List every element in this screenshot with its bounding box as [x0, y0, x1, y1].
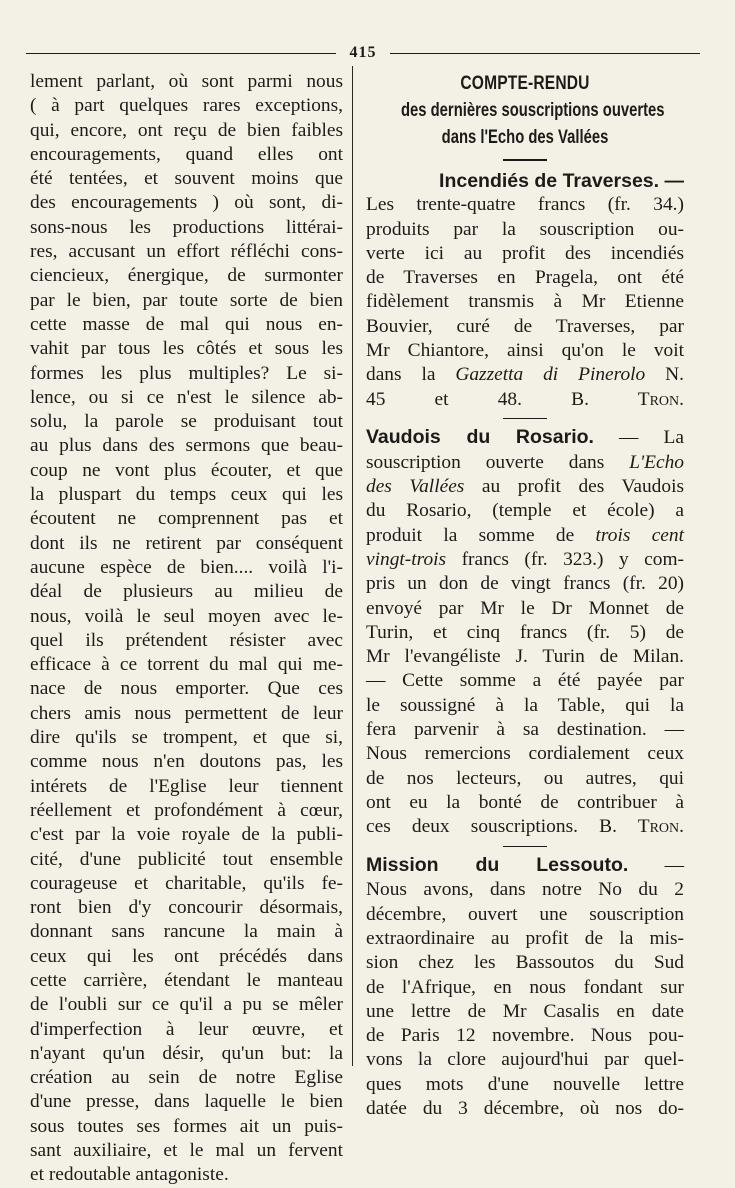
- text-line: lement parlant, où sont parmi nous: [30, 71, 343, 92]
- text-line: d'une presse, dans laquelle le bien: [30, 1091, 343, 1113]
- text-line: sant auxiliaire, et le mal un fervent: [30, 1140, 343, 1162]
- text-line: ques mots d'une nouvelle lettre: [366, 1073, 684, 1095]
- text-line: des encouragements ) où sont, di-: [30, 192, 343, 214]
- section-separator: [503, 846, 547, 848]
- text-line: ceux qui les ont précédés dans: [30, 945, 343, 967]
- text-line: ont eu la bonté de contribuer à: [366, 791, 684, 813]
- header-rule-right: [390, 53, 700, 54]
- echo-title-part-1: L'Echo: [629, 451, 684, 473]
- rosario-body: [366, 572, 684, 815]
- text-line: une lettre de Mr Casalis en date: [366, 1000, 684, 1022]
- report-subtitle-line-2: dans l'Echo des Vallées: [441, 127, 609, 148]
- text-line: écoutent ne comprennent pas et: [30, 508, 343, 530]
- lessouto-body: [366, 878, 684, 1121]
- text-line: au plus dans des sermons que beau-: [30, 435, 343, 457]
- text-line: d'imperfection à leur œuvre, et: [30, 1018, 343, 1040]
- text-line: cette carrière, étendant le manteau: [30, 969, 343, 991]
- text-line: efficace à ce torrent du mal qui me-: [30, 654, 343, 676]
- right-column: [366, 70, 684, 1121]
- text-line: de l'oubli sur ce qu'il a pu se mêler: [30, 994, 343, 1016]
- section-lessouto: [366, 853, 684, 1121]
- section-heading-lessouto: Mission du Lessouto.: [366, 854, 629, 877]
- text-line: res, accusant un effort réfléchi cons-: [30, 241, 343, 263]
- text-line: Nous remercions cordialement ceux: [366, 743, 684, 765]
- text-line: vahit par tous les côtés et sous les: [30, 338, 343, 360]
- text-line: vons la clore aujourd'hui par quel-: [366, 1049, 684, 1071]
- gazette-name: Gazzetta di Pinerolo: [455, 364, 646, 386]
- page-header: [26, 44, 700, 62]
- text-line: aucune espèce de bien.... voilà l'i-: [30, 556, 343, 578]
- text-line: donnant sans rancune la main à: [30, 921, 343, 943]
- text-line: intérets de l'Eglise leur tiennent: [30, 775, 343, 797]
- section-heading-traverses: Incendiés de Traverses. —: [439, 170, 684, 192]
- rosario-line: vingt-trois francs (fr. 323.) y com-: [366, 548, 684, 570]
- text-line: le soussigné à la Table, qui la: [366, 694, 684, 716]
- text-line: Les trente-quatre francs (fr. 34.): [366, 194, 684, 216]
- text-line: cette masse de mal qui nous en-: [30, 313, 343, 335]
- text-line: déal de plusieurs au milieu de: [30, 581, 343, 603]
- rosario-line: du Rosario, (temple et école) a: [366, 500, 684, 522]
- text-line: produits par la souscription ou-: [366, 218, 684, 240]
- text-line: réellement et profondément à cœur,: [30, 799, 343, 821]
- text-line: Turin, et cinq francs (fr. 5) de: [366, 621, 684, 643]
- text-line: nace de nous emporter. Que ces: [30, 678, 343, 700]
- text-line: création au sein de notre Eglise: [30, 1067, 343, 1089]
- text-line: sons-nous les productions littérai-: [30, 216, 343, 238]
- text-line: sion chez les Bassoutos du Sud: [366, 952, 684, 974]
- traverses-body: [366, 193, 684, 363]
- text-line: Mr l'evangéliste J. Turin de Milan.: [366, 646, 684, 668]
- text-line: dire qu'ils se trompent, et que si,: [30, 727, 343, 749]
- text-line: — Cette somme a été payée par: [366, 670, 684, 692]
- text-line: Nous avons, dans notre No du 2: [366, 879, 684, 901]
- text-line: été tentées, et souvent moins que: [30, 168, 343, 190]
- section-rosario: [366, 425, 684, 839]
- section-heading-rosario-line: Vaudois du Rosario. — La: [366, 426, 684, 449]
- text-line: nous, voilà le seul moyen avec le-: [30, 605, 343, 627]
- rosario-line: des Vallées au profit des Vaudois: [366, 476, 685, 498]
- text-line: formes les plus multiples? Le si-: [30, 362, 343, 384]
- report-subtitle-line-1: des dernières souscriptions ouvertes: [400, 100, 665, 121]
- traverses-gazette-line: dans la Gazzetta di Pinerolo N.: [366, 364, 684, 386]
- section-heading-lessouto-line: Mission du Lessouto. —: [366, 854, 684, 877]
- echo-title-part-2: des Vallées: [366, 476, 465, 498]
- text-line: verte ici au profit des incendiés: [366, 242, 684, 264]
- text-line: et redoutable antagoniste.: [30, 1164, 229, 1186]
- text-line: quel ils prétendent résister avec: [30, 629, 343, 651]
- text-line: sous toutes ses formes ait un puis-: [30, 1115, 343, 1137]
- text-line: de nos lecteurs, ou autres, qui: [366, 767, 684, 789]
- text-line: encouragements, quand elles ont: [30, 143, 343, 165]
- rosario-line: produit la somme de trois cent: [366, 524, 684, 546]
- text-line: envoyé par Mr le Dr Monnet de: [366, 597, 684, 619]
- section-separator: [503, 418, 547, 420]
- text-line: dont ils ne retirent par conséquent: [30, 532, 343, 554]
- text-line: n'ayant qu'un désir, qu'un but: la: [30, 1042, 343, 1064]
- text-line: c'est par la voie royale de la publi-: [30, 824, 343, 846]
- text-line: ( à part quelques rares exceptions,: [30, 95, 343, 117]
- text-line: ront bien d'y concourir désormais,: [30, 897, 343, 919]
- text-line: décembre, ouvert une souscription: [366, 903, 684, 925]
- text-line: par le bien, par toute sorte de bien: [30, 289, 343, 311]
- text-line: solu, la parole se produisant tout: [30, 411, 343, 433]
- traverses-signature: B. Tron.: [571, 388, 684, 410]
- text-line: de Paris 12 novembre. Nous pou-: [366, 1025, 684, 1047]
- column-divider: [352, 66, 353, 1066]
- text-line: la pluspart du temps ceux qui les: [30, 484, 343, 506]
- rosario-line: souscription ouverte dans L'Echo: [366, 451, 684, 473]
- left-column: [30, 70, 343, 1188]
- rosario-last-line: ces deux souscriptions. B. Tron.: [366, 816, 684, 838]
- report-title: COMPTE-RENDU: [460, 73, 590, 94]
- rosario-signature: B. Tron.: [599, 816, 684, 838]
- amount-words-part-2: vingt-trois: [366, 548, 447, 570]
- text-line: de Traverses en Pragela, ont été: [366, 267, 684, 289]
- section-separator: [503, 159, 547, 161]
- text-line: coup ne vont plus écouter, et que: [30, 459, 343, 481]
- text-line: lence, ou si ce n'est le silence ab-: [30, 386, 343, 408]
- section-traverses: [366, 169, 684, 412]
- traverses-issues: 45 et 48.: [366, 388, 522, 410]
- text-line: courageuse et charitable, qu'ils fe-: [30, 872, 343, 894]
- text-line: Bouvier, curé de Traverses, par: [366, 315, 684, 337]
- text-line: Mr Chiantore, ainsi qu'on le voit: [366, 340, 684, 362]
- text-line: cité, d'une publicité tout ensemble: [30, 848, 343, 870]
- amount-words-part-1: trois cent: [595, 524, 684, 546]
- text-line: extraordinaire au profit de la mis-: [366, 927, 684, 949]
- traverses-issues-line: [366, 388, 684, 412]
- text-line: pris un don de vingt francs (fr. 20): [366, 573, 684, 595]
- page-number: 415: [349, 44, 377, 61]
- text-line: fera parvenir à sa destination. —: [366, 719, 684, 741]
- text-line: datée du 3 décembre, où nos do-: [366, 1097, 684, 1119]
- text-line: fidèlement transmis à Mr Etienne: [366, 291, 684, 313]
- section-heading-rosario: Vaudois du Rosario.: [366, 426, 594, 449]
- text-line: de l'Afrique, en nous fondant sur: [366, 976, 684, 998]
- text-line: qui, encore, ont reçu de bien faibles: [30, 119, 343, 141]
- text-line: comme nous n'en doutons pas, les: [30, 751, 343, 773]
- text-line: chers amis nous permettent de leur: [30, 702, 343, 724]
- text-line: ciencieux, énergique, de surmonter: [30, 265, 343, 287]
